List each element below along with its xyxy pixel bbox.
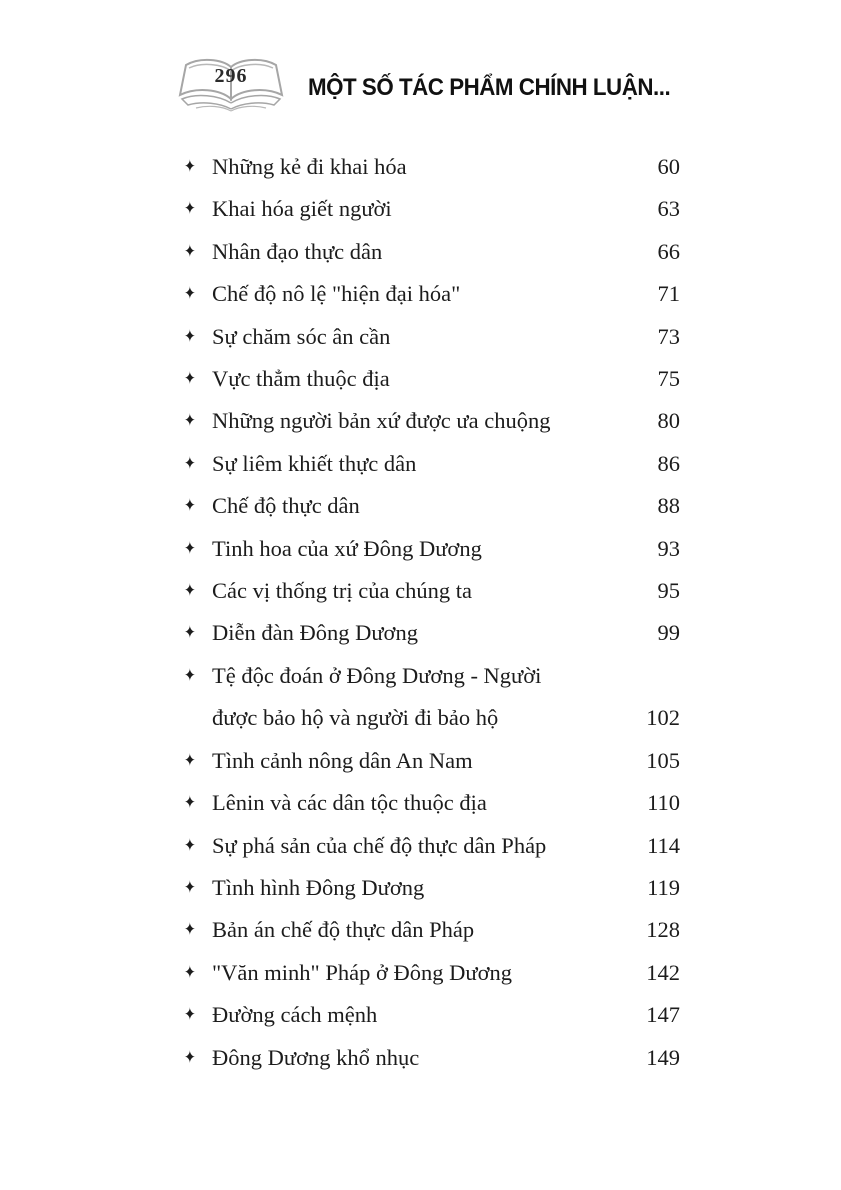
toc-item-page: 63: [657, 196, 680, 222]
toc-item: [184, 612, 680, 654]
toc-item-page: 86: [657, 450, 680, 476]
toc-item: [184, 273, 680, 315]
star-bullet-icon: ✦: [184, 1005, 196, 1026]
toc-item-page: 128: [646, 917, 680, 943]
toc-item-page: 149: [646, 1044, 680, 1070]
star-bullet-icon: ✦: [184, 453, 196, 474]
toc-item-page: 93: [657, 535, 680, 561]
toc-item-title: Sự phá sản của chế độ thực dân Pháp: [212, 832, 547, 858]
toc-item-title: Diễn đàn Đông Dương: [212, 620, 418, 646]
toc-item-title: Đường cách mệnh: [212, 1002, 378, 1028]
toc-item-page: 73: [657, 323, 680, 349]
toc-item-title: Bản án chế độ thực dân Pháp: [212, 917, 475, 943]
toc-item-title: Nhân đạo thực dân: [212, 238, 383, 264]
toc-item-title: Những kẻ đi khai hóa: [212, 154, 407, 179]
toc-item: [184, 400, 680, 442]
star-bullet-icon: ✦: [184, 623, 196, 644]
header-page-number: 296: [214, 65, 248, 87]
toc-item: [184, 231, 680, 273]
star-bullet-icon: ✦: [184, 538, 196, 559]
toc-item-title: Những người bản xứ được ưa chuộng: [212, 408, 551, 434]
page-header: [0, 0, 841, 130]
toc-item-title: Chế độ thực dân: [212, 493, 360, 519]
toc-item-title: Lênin và các dân tộc thuộc địa: [212, 790, 487, 816]
toc-item: [184, 782, 680, 824]
star-bullet-icon: ✦: [184, 750, 196, 771]
star-bullet-icon: ✦: [184, 156, 196, 177]
toc-item-page: 99: [657, 620, 680, 646]
toc-list: [184, 146, 680, 1079]
toc-item-page: 102: [646, 705, 680, 731]
toc-item-page: 110: [647, 790, 680, 816]
toc-item-title: "Văn minh" Pháp ở Đông Dương: [212, 959, 512, 985]
star-bullet-icon: ✦: [184, 284, 196, 305]
toc-item-title: Khai hóa giết người: [212, 196, 392, 222]
star-bullet-icon: ✦: [184, 1047, 196, 1068]
toc-item: [184, 867, 680, 909]
star-bullet-icon: ✦: [184, 581, 196, 602]
toc-item-page: 95: [657, 578, 680, 604]
toc-item-title: Sự liêm khiết thực dân: [212, 450, 417, 476]
star-bullet-icon: ✦: [184, 835, 196, 856]
toc-item: [184, 358, 680, 400]
toc-item-page: 105: [646, 747, 680, 773]
toc-item-page: 119: [647, 874, 680, 900]
star-bullet-icon: ✦: [184, 496, 196, 517]
toc-item-page: 71: [657, 281, 680, 307]
toc-item-page: 80: [657, 408, 680, 434]
star-bullet-icon: ✦: [184, 411, 196, 432]
star-bullet-icon: ✦: [184, 199, 196, 220]
toc-item: [184, 909, 680, 951]
toc-item-page: 66: [657, 238, 680, 264]
star-bullet-icon: ✦: [184, 241, 196, 262]
toc-item: [184, 655, 680, 740]
toc-item-title: Tình hình Đông Dương: [212, 874, 425, 900]
star-bullet-icon: ✦: [184, 877, 196, 898]
toc-item: [184, 146, 680, 188]
toc-item-page: 88: [657, 493, 680, 519]
star-bullet-icon: ✦: [184, 920, 196, 941]
toc-item-title: Sự chăm sóc ân cần: [212, 323, 391, 349]
toc-item: [184, 952, 680, 994]
toc-item: [184, 825, 680, 867]
toc-item-title: Các vị thống trị của chúng ta: [212, 578, 472, 604]
toc-item: [184, 740, 680, 782]
toc-item-title: Tinh hoa của xứ Đông Dương: [212, 535, 482, 561]
toc-item: [184, 485, 680, 527]
star-bullet-icon: ✦: [184, 665, 196, 686]
toc-item: [184, 528, 680, 570]
running-head-title: MỘT SỐ TÁC PHẨM CHÍNH LUẬN...: [308, 74, 671, 101]
toc-item-page: 60: [657, 154, 680, 179]
star-bullet-icon: ✦: [184, 793, 196, 814]
star-bullet-icon: ✦: [184, 368, 196, 389]
toc-item: [184, 994, 680, 1036]
open-book-icon: [178, 55, 284, 119]
toc-item-page: 147: [646, 1002, 680, 1028]
toc-item-page: 114: [647, 832, 680, 858]
toc-item-page: 75: [657, 366, 680, 392]
toc-item-title: Tình cảnh nông dân An Nam: [212, 747, 473, 773]
toc-item-page: 142: [646, 959, 680, 985]
toc-item-title: Vực thẳm thuộc địa: [212, 366, 390, 392]
toc-item: [184, 1037, 680, 1079]
toc-item-title: Tệ độc đoán ở Đông Dương - Người được bảo hộ và người đi bảo hộ: [212, 662, 542, 731]
toc-item: [184, 316, 680, 358]
star-bullet-icon: ✦: [184, 326, 196, 347]
toc-item: [184, 188, 680, 230]
toc-item-title: Đông Dương khổ nhục: [212, 1044, 420, 1070]
toc-item-title: Chế độ nô lệ "hiện đại hóa": [212, 281, 461, 307]
star-bullet-icon: ✦: [184, 962, 196, 983]
toc-item: [184, 443, 680, 485]
toc-item: [184, 570, 680, 612]
